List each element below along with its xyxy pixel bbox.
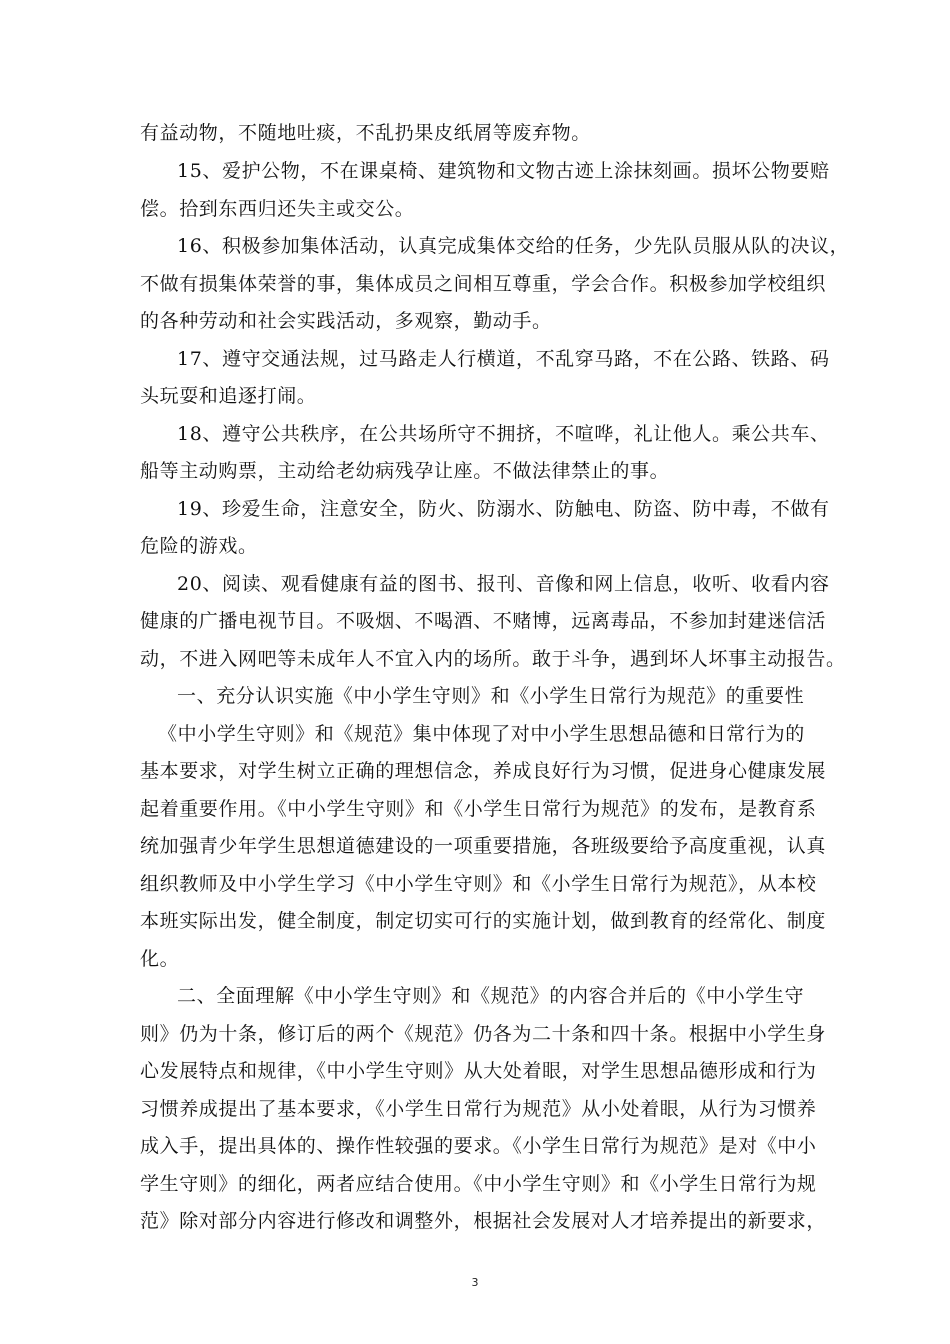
text-line: 化。 (140, 948, 180, 970)
text-line: 统加强青少年学生思想道德建设的一项重要措施，各班级要给予高度重视，认真 (140, 835, 827, 857)
text-line: 习惯养成提出了基本要求，《小学生日常行为规范》从小处着眼，从行为习惯养 (140, 1098, 817, 1120)
text-line: 19、珍爱生命，注意安全，防火、防溺水、防触电、防盗、防中毒，不做有 (177, 498, 830, 520)
text-line: 成入手，提出具体的、操作性较强的要求。《小学生日常行为规范》是对《中小 (140, 1135, 817, 1157)
section-heading: 二、全面理解《中小学生守则》和《规范》的内容合并后的《中小学生守 (177, 985, 805, 1007)
section-heading: 一、充分认识实施《中小学生守则》和《小学生日常行为规范》的重要性 (177, 685, 805, 707)
text-line: 18、遵守公共秩序，在公共场所守不拥挤，不喧哗，礼让他人。乘公共车、 (177, 423, 830, 445)
text-line: 学生守则》的细化，两者应结合使用。《中小学生守则》和《小学生日常行为规 (140, 1173, 817, 1195)
text-line: 健康的广播电视节目。不吸烟、不喝酒、不赌博，远离毒品，不参加封建迷信活 (140, 610, 827, 632)
text-line: 有益动物，不随地吐痰，不乱扔果皮纸屑等废弃物。 (140, 122, 591, 144)
text-line: 危险的游戏。 (140, 535, 258, 557)
text-line: 偿。拾到东西归还失主或交公。 (140, 198, 415, 220)
text-line: 则》仍为十条，修订后的两个《规范》仍各为二十条和四十条。根据中小学生身 (140, 1023, 827, 1045)
text-line: 基本要求，对学生树立正确的理想信念，养成良好行为习惯，促进身心健康发展 (140, 760, 827, 782)
text-line: 头玩耍和追逐打闹。 (140, 385, 317, 407)
text-line: 《中小学生守则》和《规范》集中体现了对中小学生思想品德和日常行为的 (158, 723, 805, 745)
text-line: 17、遵守交通法规，过马路走人行横道，不乱穿马路，不在公路、铁路、码 (177, 348, 830, 370)
text-line: 不做有损集体荣誉的事，集体成员之间相互尊重，学会合作。积极参加学校组织 (140, 273, 827, 295)
page-number: 3 (471, 1276, 479, 1289)
text-line: 16、积极参加集体活动，认真完成集体交给的任务，少先队员服从队的决议， (177, 235, 850, 257)
text-line: 本班实际出发，健全制度，制定切实可行的实施计划，做到教育的经常化、制度 (140, 910, 827, 932)
text-line: 的各种劳动和社会实践活动，多观察，勤动手。 (140, 310, 552, 332)
text-line: 组织教师及中小学生学习《中小学生守则》和《小学生日常行为规范》，从本校 (140, 873, 817, 895)
text-line: 船等主动购票，主动给老幼病残孕让座。不做法律禁止的事。 (140, 460, 670, 482)
text-line: 起着重要作用。《中小学生守则》和《小学生日常行为规范》的发布，是教育系 (140, 798, 817, 820)
text-line: 动，不进入网吧等未成年人不宜入内的场所。敢于斗争，遇到坏人坏事主动报告。 (140, 648, 846, 670)
text-line: 范》除对部分内容进行修改和调整外，根据社会发展对人才培养提出的新要求， (140, 1210, 827, 1232)
text-line: 心发展特点和规律，《中小学生守则》从大处着眼，对学生思想品德形成和行为 (140, 1060, 817, 1082)
text-line: 20、阅读、观看健康有益的图书、报刊、音像和网上信息，收听、收看内容 (177, 573, 830, 595)
text-line: 15、爱护公物，不在课桌椅、建筑物和文物古迹上涂抹刻画。损坏公物要赔 (177, 160, 830, 182)
